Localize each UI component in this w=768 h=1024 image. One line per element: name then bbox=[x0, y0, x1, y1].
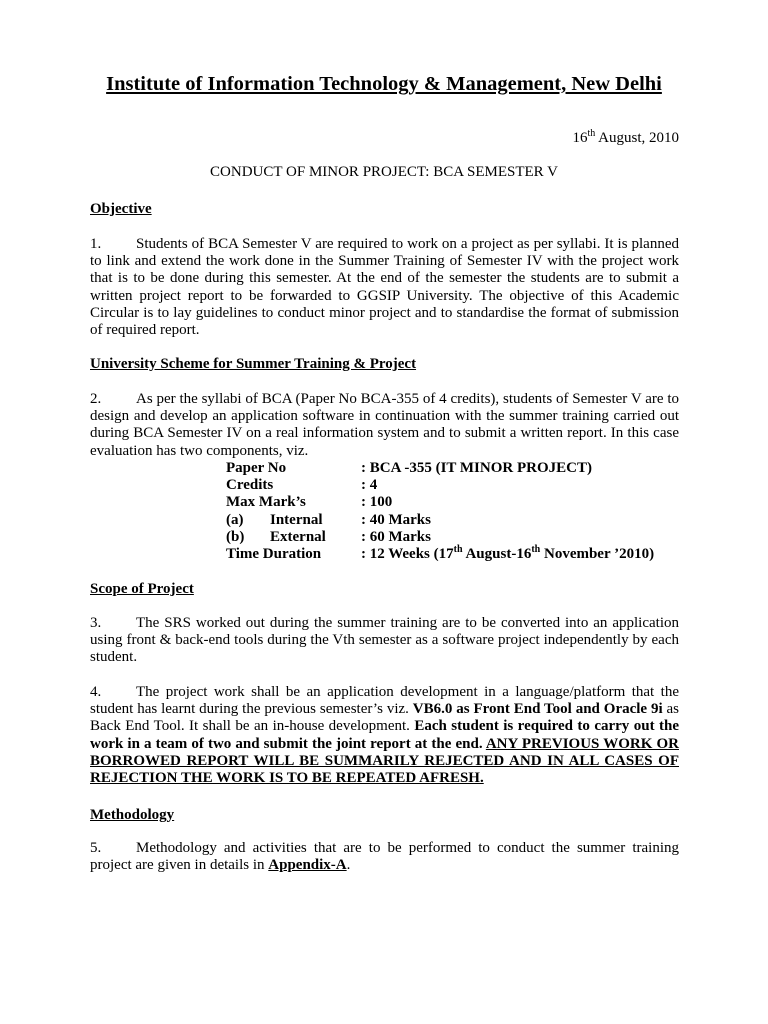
component-row: Max Mark’s : 100 bbox=[226, 494, 393, 511]
document-date: 16th August, 2010 bbox=[572, 128, 679, 146]
evaluation-components bbox=[226, 460, 654, 563]
paragraph-5: 5. Methodology and activities that are to be performed to conduct the summer training project are given in details in Appendix-A. bbox=[90, 840, 679, 874]
paragraph-3: 3. The SRS worked out during the summer training are to be converted into an application using front & back-end tools during the Vth semester as a software project independently by each student. bbox=[90, 615, 679, 666]
paragraph-number: 5. bbox=[90, 840, 102, 856]
document-heading: CONDUCT OF MINOR PROJECT: BCA SEMESTER V bbox=[210, 164, 558, 180]
section-heading-scheme: University Scheme for Summer Training & Project bbox=[90, 356, 417, 372]
component-row: Time Duration : 12 Weeks (17th August-16th November ’2010) bbox=[226, 543, 655, 562]
section-heading-scope: Scope of Project bbox=[90, 581, 194, 597]
paragraph-1: 1. Students of BCA Semester V are required to work on a project as per syllabi. It is planned to link and extend the work done in the Summer Training of Semester IV with the project work that is to be done during this semester. At the end of the semester the students are to submit a written project report to be forwarded to GGSIP University. The objective of this Academic Circular is to lay guidelines to conduct minor project and to standardise the format of submission of required report. bbox=[90, 236, 679, 339]
appendix-reference: Appendix-A bbox=[268, 857, 347, 874]
component-row: (a) Internal : 40 Marks bbox=[226, 511, 431, 528]
paragraph-2: 2. As per the syllabi of BCA (Paper No BCA-355 of 4 credits), students of Semester V are to design and develop an application software in continuation with the summer training carried out during BCA Semester IV on a real information system and to submit a written report. In this case evaluation has two components, viz. bbox=[90, 391, 679, 459]
component-row: Paper No : BCA -355 (IT MINOR PROJECT) bbox=[226, 460, 592, 476]
paragraph-number: 4. bbox=[90, 684, 102, 700]
paragraph-number: 1. bbox=[90, 236, 102, 252]
institute-title: Institute of Information Technology & Management, New Delhi bbox=[106, 73, 662, 95]
rejection-warning: ANY PREVIOUS WORK OR BORROWED REPORT WILL BE SUMMARILY REJECTED AND IN ALL CASES OF REJECTION THE WORK IS TO BE REPEATED AFRESH. bbox=[90, 735, 679, 787]
paragraph-4: 4. The project work shall be an application development in a language/platform that the student has learnt during the previous semester’s viz. VB6.0 as Front End Tool and Oracle 9i as Back End Tool. It shall be an in-house development. Each student is required to carry out the work in a team of two and submit the joint report at the end. ANY PREVIOUS WORK OR BORROWED REPORT WILL BE SUMMARILY REJECTED AND IN ALL CASES OF REJECTION THE WORK IS TO BE REPEATED AFRESH. bbox=[90, 684, 680, 787]
section-heading-objective: Objective bbox=[90, 201, 152, 217]
component-row: Credits : 4 bbox=[226, 477, 378, 494]
section-heading-methodology: Methodology bbox=[90, 807, 175, 823]
paragraph-number: 3. bbox=[90, 615, 102, 631]
paragraph-number: 2. bbox=[90, 391, 102, 407]
component-row: (b) External : 60 Marks bbox=[226, 528, 431, 545]
